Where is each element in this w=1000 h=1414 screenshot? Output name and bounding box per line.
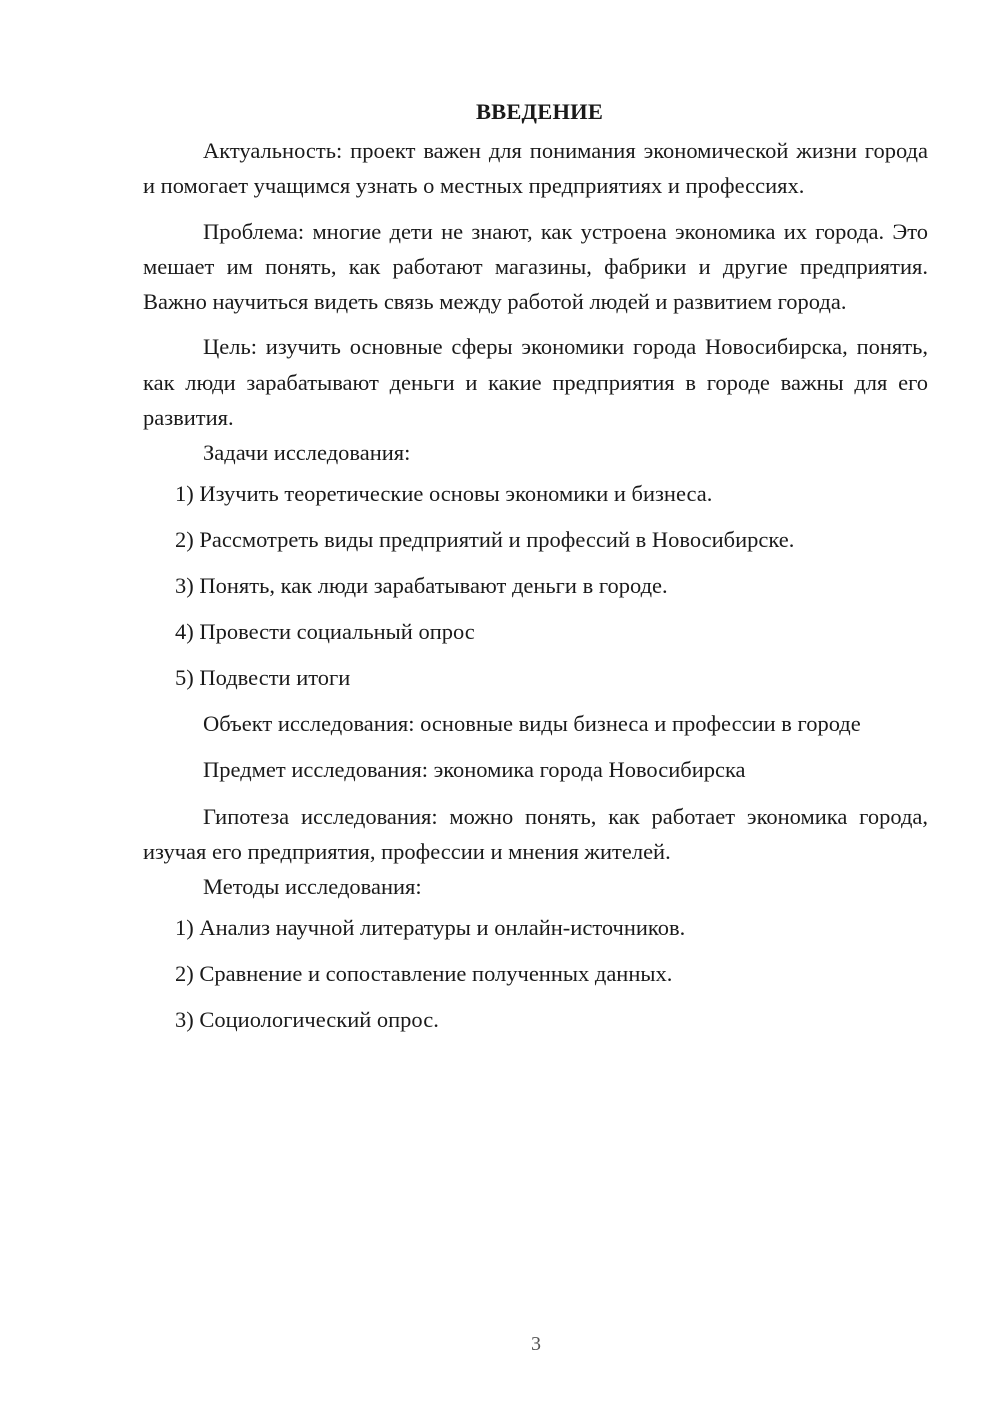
page-number: 3 (531, 1333, 541, 1355)
relevance-paragraph: Актуальность: проект важен для понимания экономической жизни города и помогает учащимся узнать о местных предприятиях и профессиях. (143, 138, 928, 199)
research-subject: Предмет исследования: экономика города Новосибирска (203, 756, 746, 782)
list-item: 3) Понять, как люди зарабатывают деньги в городе. (175, 572, 668, 598)
list-item: 2) Рассмотреть виды предприятий и профессий в Новосибирске. (175, 526, 795, 552)
list-item: 1) Изучить теоретические основы экономики и бизнеса. (175, 480, 713, 506)
hypothesis-paragraph: Гипотеза исследования: можно понять, как работает экономика города, изучая его предприятия, профессии и мнения жителей. (143, 803, 928, 864)
methods-list (143, 905, 928, 1043)
methods-heading: Методы исследования: (203, 874, 422, 900)
document-page (143, 94, 928, 1043)
list-item: 1) Анализ научной литературы и онлайн-источников. (175, 914, 686, 940)
list-item: 4) Провести социальный опрос (175, 618, 475, 644)
goal-paragraph: Цель: изучить основные сферы экономики города Новосибирска, понять, как люди зарабатывают деньги и какие предприятия в городе важны для его развития. (143, 334, 928, 431)
section-title: ВВЕДЕНИЕ (475, 99, 604, 124)
problem-paragraph: Проблема: многие дети не знают, как устроена экономика их города. Это мешает им понять, как работают магазины, фабрики и другие предприятия. Важно научиться видеть связь между работой людей и развитием города. (143, 218, 928, 315)
research-object: Объект исследования: основные виды бизнеса и профессии в городе (203, 710, 861, 736)
list-item: 3) Социологический опрос. (175, 1006, 439, 1032)
list-item: 2) Сравнение и сопоставление полученных данных. (175, 960, 673, 986)
list-item: 5) Подвести итоги (175, 664, 351, 690)
tasks-heading: Задачи исследования: (203, 440, 411, 466)
tasks-list (143, 471, 928, 701)
